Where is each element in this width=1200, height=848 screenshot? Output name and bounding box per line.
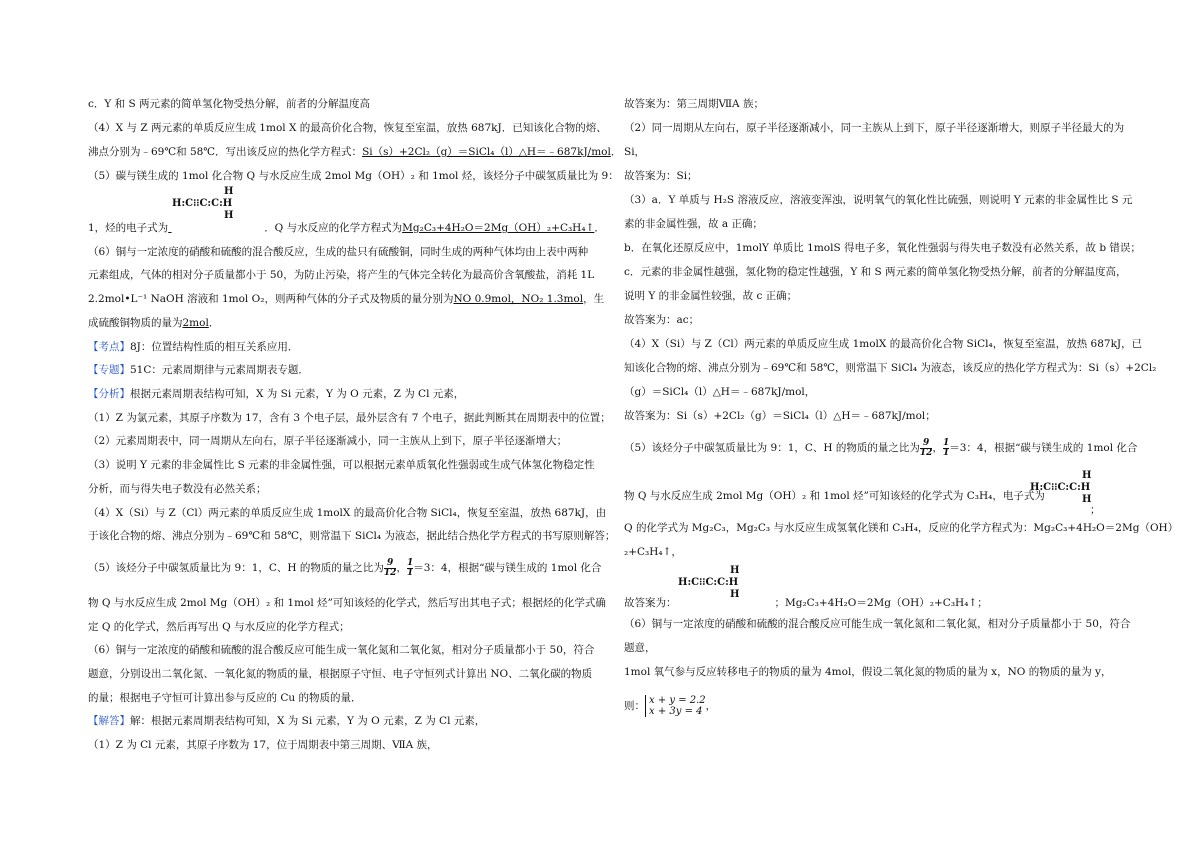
text-line: 元素组成，气体的相对分子质量都小于 50，为防止污染，将产生的气体完全转化为最高价含氧酸盐，消耗 1L xyxy=(88,269,595,281)
text-line: c．Y 和 S 两元素的简单氢化物受热分解，前者的分解温度高 xyxy=(88,98,371,110)
equation-system: x + y = 2.2 x + 3y = 4 xyxy=(645,695,706,717)
text-line: （5）碳与镁生成的 1mol 化合物 Q 与水反应生成 2mol Mg（OH）₂ 和 1mol 烃，该烃分子中碳氢质量比为 9： xyxy=(88,170,619,182)
text-line: 故答案为：第三周期ⅦA 族； xyxy=(624,98,764,110)
text-line: 于该化合物的熔、沸点分别为﹣69℃和 58℃，则常温下 SiCl₄ 为液态，据此结合热化学方程式的书写原则解答； xyxy=(88,530,616,542)
text-line: 故答案为： ；Mg₂C₃+4H₂O＝2Mg（OH）₂+C₃H₄↑； xyxy=(624,597,988,609)
text-line: （g）＝SiCl₄（l）△H＝﹣687kJ/mol， xyxy=(624,386,816,398)
jieda: 【解答】解：根据元素周期表结构可知，X 为 Si 元素，Y 为 O 元素，Z 为 Cl 元素， xyxy=(88,715,486,727)
kaodian: 【考点】8J：位置结构性质的相互关系应用． xyxy=(88,341,299,353)
text-line: 则： x + y = 2.2 x + 3y = 4 ， xyxy=(624,695,717,717)
zhuanti-tag: 【专题】 xyxy=(88,364,130,376)
text-line: （1）Z 为氯元素，其原子序数为 17，含有 3 个电子层，最外层含有 7 个电子，据此判断其在周期表中的位置； xyxy=(88,412,611,424)
text-line: 定 Q 的化学式，然后再写出 Q 与水反应的化学方程式； xyxy=(88,621,350,633)
text-line: 素的非金属性强，故 a 正确； xyxy=(624,218,763,230)
text-line: 成硫酸铜物质的量为2mol． xyxy=(88,317,220,329)
text-line: （6）铜与一定浓度的硝酸和硫酸的混合酸反应可能生成一氧化氮和二氧化氮，相对分子质量都小于 50，符合 xyxy=(88,644,595,656)
text-line: Q 的化学式为 Mg₂C₃，Mg₂C₃ 与水反应生成氢氧化镁和 C₃H₄，反应的化学方程式为：Mg₂C₃+4H₂O＝2Mg（OH） xyxy=(624,522,1179,534)
fraction: $\frac{1}{1}$ xyxy=(942,437,950,458)
text-line: 分析，而与得失电子数没有必然关系； xyxy=(88,483,267,495)
text-line: b．在氧化还原反应中，1molY 单质比 1molS 得电子多，氧化性强弱与得失电子数没有必然关系，故 b 错误； xyxy=(624,242,1141,254)
text-line: 故答案为：Si； xyxy=(624,170,698,182)
text-line: （4）X（Si）与 Z（Cl）两元素的单质反应生成 1molX 的最高价化合物 SiCl₄，恢复至室温，放热 687kJ，已 xyxy=(624,338,1143,350)
text-line: 故答案为：ac； xyxy=(624,314,700,326)
text-line: 说明 Y 的非金属性较强，故 c 正确； xyxy=(624,290,798,302)
text-line: 题意，分别设出二氧化氮、一氧化氮的物质的量，根据原子守恒、电子守恒列式计算出 NO、二氧化碳的物质 xyxy=(88,668,593,680)
fenxi-tag: 【分析】 xyxy=(88,388,130,400)
text-line: 2.2mol•L⁻¹ NaOH 溶液和 1mol O₂，则两种气体的分子式及物质的量分别为NO 0.9mol，NO₂ 1.3mol，生 xyxy=(88,293,605,305)
answer-blank: Mg₂C₃+4H₂O＝2Mg（OH）₂+C₃H₄↑ xyxy=(402,222,595,234)
text-line: （6）铜与一定浓度的硝酸和硫酸的混合酸反应可能生成一氧化氮和二氧化氮，相对分子质量都小于 50，符合 xyxy=(624,618,1131,630)
text-line: （2）元素周期表中，同一周期从左向右，原子半径逐渐减小，同一主族从上到下，原子半径逐渐增大； xyxy=(88,435,568,447)
text-line: 故答案为：Si（s）+2Cl₂（g）＝SiCl₄（l）△H＝﹣687kJ/mol； xyxy=(624,410,936,422)
text-line: （5）该烃分子中碳氢质量比为 9：1，C、H 的物质的量之比为 $\frac{9}{12}$ ， $\frac{1}{1}$ ＝3：4，根据“碳与镁生成的 1mol 化合 xyxy=(88,557,602,578)
text-line: ； xyxy=(1090,504,1101,516)
text-line: 1，烃的电子式为 ．Q 与水反应的化学方程式为Mg₂C₃+4H₂O＝2Mg（OH）₂+C₃H₄↑． xyxy=(88,222,605,234)
text-line: （1）Z 为 Cl 元素，其原子序数为 17，位于周期表中第三周期、ⅦA 族， xyxy=(88,739,438,751)
text-line: 物 Q 与水反应生成 2mol Mg（OH）₂ 和 1mol 烃”可知该烃的化学式，然后写出其电子式；根据烃的化学式确 xyxy=(88,597,606,609)
zhuanti: 【专题】51C：元素周期律与元素周期表专题． xyxy=(88,364,309,376)
answer-blank: Si（s）+2Cl₂（g）＝SiCl₄（l）△H＝﹣687kJ/mol xyxy=(362,146,611,158)
text-line: 的量；根据电子守恒可计算出参与反应的 Cu 的物质的量． xyxy=(88,692,362,704)
fenxi: 【分析】根据元素周期表结构可知，X 为 Si 元素，Y 为 O 元素，Z 为 Cl 元素， xyxy=(88,388,465,400)
text-line: （2）同一周期从左向右，原子半径逐渐减小，同一主族从上到下，原子半径逐渐增大，则原子半径最大的为 xyxy=(624,122,1125,134)
text-line: 题意， xyxy=(624,642,656,654)
text-line: c．元素的非金属性越强，氢化物的稳定性越强，Y 和 S 两元素的简单氢化物受热分解，前者的分解温度高， xyxy=(624,266,1127,278)
text-line: ₂+C₃H₄↑， xyxy=(624,546,682,558)
text-line: （3）说明 Y 元素的非金属性比 S 元素的非金属性强，可以根据元素单质氧化性强弱或生成气体氢化物稳定性 xyxy=(88,459,595,471)
fraction: $\frac{1}{1}$ xyxy=(406,557,414,578)
text-line: （4）X 与 Z 两元素的单质反应生成 1mol X 的最高价化合物，恢复至室温，放热 687kJ．已知该化合物的熔、 xyxy=(88,122,607,134)
answer-blank: NO 0.9mol，NO₂ 1.3mol xyxy=(453,293,584,305)
text-line: （6）铜与一定浓度的硝酸和硫酸的混合酸反应，生成的盐只有硫酸铜，同时生成的两种气体均由上表中两种 xyxy=(88,246,589,258)
text-line: （5）该烃分子中碳氢质量比为 9：1，C、H 的物质的量之比为 $\frac{9}{12}$ ， $\frac{1}{1}$ ＝3：4，根据“碳与镁生成的 1mol 化合 xyxy=(624,437,1138,458)
jieda-tag: 【解答】 xyxy=(88,715,130,727)
kaodian-tag: 【考点】 xyxy=(88,341,130,353)
text-line: 沸点分别为﹣69℃和 58℃．写出该反应的热化学方程式：Si（s）+2Cl₂（g）＝SiCl₄（l）△H＝﹣687kJ/mol． xyxy=(88,146,622,158)
fraction: $\frac{9}{12}$ xyxy=(919,437,933,458)
text-line: 知该化合物的熔、沸点分别为﹣69℃和 58℃，则常温下 SiCl₄ 为液态，该反应的热化学方程式为：Si（s）+2Cl₂ xyxy=(624,362,1157,374)
answer-blank: 2mol xyxy=(182,317,209,329)
text-line: （3）a．Y 单质与 H₂S 溶液反应，溶液变浑浊，说明氧气的氧化性比硫强，则说明 Y 元素的非金属性比 S 元 xyxy=(624,194,1133,206)
text-line: （4）X（Si）与 Z（Cl）两元素的单质反应生成 1molX 的最高价化合物 SiCl₄，恢复至室温，放热 687kJ，由 xyxy=(88,507,607,519)
text-line: 物 Q 与水反应生成 2mol Mg（OH）₂ 和 1mol 烃”可知该烃的化学式为 C₃H₄，电子式为 xyxy=(624,490,1045,502)
text-line: Si， xyxy=(624,146,646,158)
text-line: 1mol 氧气参与反应转移电子的物质的量为 4mol，假设二氧化氮的物质的量为 x，NO 的物质的量为 y， xyxy=(624,666,1112,678)
fraction: $\frac{9}{12}$ xyxy=(383,557,397,578)
